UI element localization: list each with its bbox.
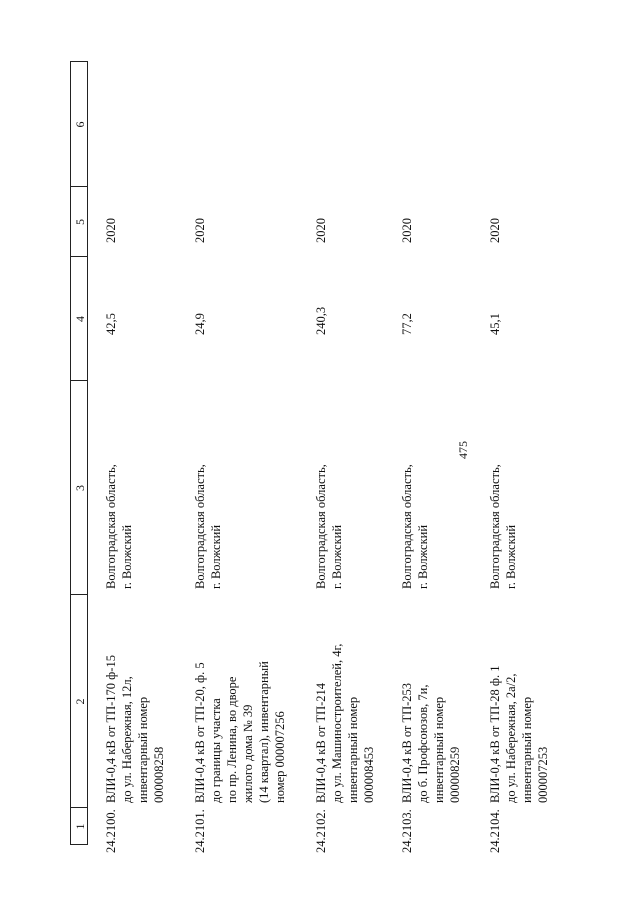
object-length: 42,5 — [104, 313, 118, 335]
page-number: 475 — [456, 441, 470, 459]
object-address: Волгоградская область, г. Волжский — [400, 464, 430, 589]
row-number: 24.2103. — [400, 809, 414, 853]
object-name: ВЛИ-0,4 кВ от ТП-170 ф-15 до ул. Набережная, 12л, инвентарный номер 000008258 — [104, 655, 166, 803]
object-name: ВЛИ-0,4 кВ от ТП-20, ф. 5 до границы участка по пр. Ленина, во дворе жилого дома № 39 (14 квартал), инвентарный номер 000007256 — [193, 661, 287, 803]
object-address: Волгоградская область, г. Волжский — [488, 464, 518, 589]
object-year: 2020 — [193, 218, 207, 243]
row-number: 24.2100. — [104, 809, 118, 853]
column-header-6: 6 — [73, 121, 87, 128]
table-top-border — [70, 62, 71, 845]
object-name: ВЛИ-0,4 кВ от ТП-214 до ул. Машиностроителей, 4г, инвентарный номер 000008453 — [314, 643, 376, 803]
object-length: 45,1 — [488, 313, 502, 335]
object-length: 240,3 — [314, 306, 328, 335]
column-header-1: 1 — [73, 823, 87, 830]
row-number: 24.2101. — [193, 809, 207, 853]
column-header-4: 4 — [73, 316, 87, 322]
object-address: Волгоградская область, г. Волжский — [104, 464, 134, 589]
object-year: 2020 — [104, 218, 118, 243]
object-length: 24,9 — [193, 313, 207, 335]
object-address: Волгоградская область, г. Волжский — [193, 464, 223, 589]
object-year: 2020 — [488, 218, 502, 243]
object-year: 2020 — [400, 218, 414, 243]
object-year: 2020 — [314, 218, 328, 243]
object-name: ВЛИ-0,4 кВ от ТП-28 ф. 1 до ул. Набережная, 2а/2, инвентарный номер 000007253 — [488, 665, 550, 803]
column-header-5: 5 — [73, 219, 87, 225]
object-length: 77,2 — [400, 313, 414, 335]
row-number: 24.2102. — [314, 809, 328, 853]
column-header-3: 3 — [73, 485, 87, 491]
object-address: Волгоградская область, г. Волжский — [314, 464, 344, 589]
column-header-2: 2 — [73, 698, 87, 705]
row-number: 24.2104. — [488, 809, 502, 853]
object-name: ВЛИ-0,4 кВ от ТП-253 до б. Профсоюзов, 7и, инвентарный номер 000008259 — [400, 682, 462, 803]
